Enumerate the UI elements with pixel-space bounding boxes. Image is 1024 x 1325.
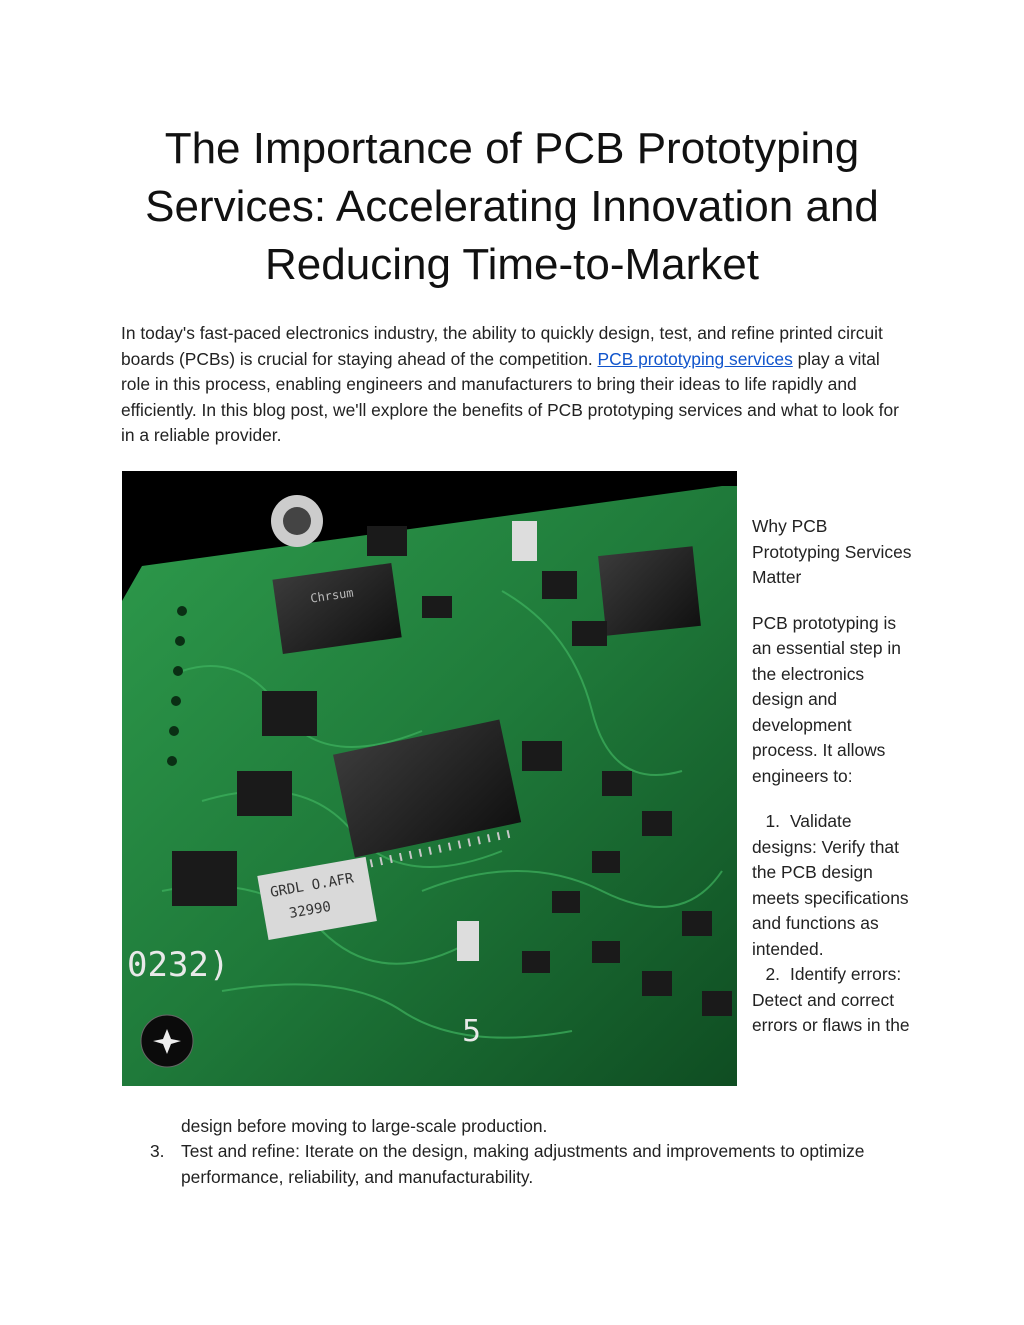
side-column <box>752 514 912 1039</box>
intro-text-before: In today's fast-paced electronics industry, the ability to quickly design, test, and refine printed circuit boards (PCBs) is crucial for staying ahead of the competition. <box>121 323 883 369</box>
list-item-2 <box>752 962 912 1039</box>
list-text-2: Identify errors: Detect and correct errors or flaws in the <box>752 964 910 1035</box>
list-item-2-continued: design before moving to large-scale production. <box>181 1116 548 1136</box>
component-label-1: GRDL O.AFR <box>269 870 355 901</box>
board-silkscreen-1: 0232) <box>127 945 230 985</box>
pcb-prototyping-link[interactable]: PCB prototyping services <box>597 348 793 369</box>
section-paragraph: PCB prototyping is an essential step in the electronics design and development process. It allows engineers to: <box>752 612 901 786</box>
pcb-board-image <box>122 471 737 1086</box>
list-text-1: Validate designs: Verify that the PCB design meets specifications and functions as intended. <box>752 811 909 959</box>
section-heading: Why PCB Prototyping Services Matter <box>752 516 912 587</box>
board-silkscreen-2: 5 <box>462 1014 482 1049</box>
component-label-2: 32990 <box>287 898 333 922</box>
intro-paragraph <box>121 321 911 449</box>
list-marker-1: 1. <box>765 811 780 831</box>
list-marker-2: 2. <box>765 964 780 984</box>
page-title: The Importance of PCB Prototyping Services: Accelerating Innovation and Reducing Time-to-Market <box>145 124 879 289</box>
intro-text-after: play a vital role in this process, enabling engineers and manufacturers to bring their ideas to life rapidly and efficiently. In this blog post, we'll explore the benefits of PCB prototyping services and what to look for in a reliable provider. <box>121 348 899 445</box>
list-marker-3: 3. <box>150 1141 165 1161</box>
list-item-1 <box>752 809 912 962</box>
list-text-3: Test and refine: Iterate on the design, making adjustments and improvements to optimize performance, reliability, and manufacturability. <box>181 1141 865 1187</box>
chip-label: Chrsum <box>309 585 355 606</box>
list-item-3 <box>150 1139 910 1190</box>
